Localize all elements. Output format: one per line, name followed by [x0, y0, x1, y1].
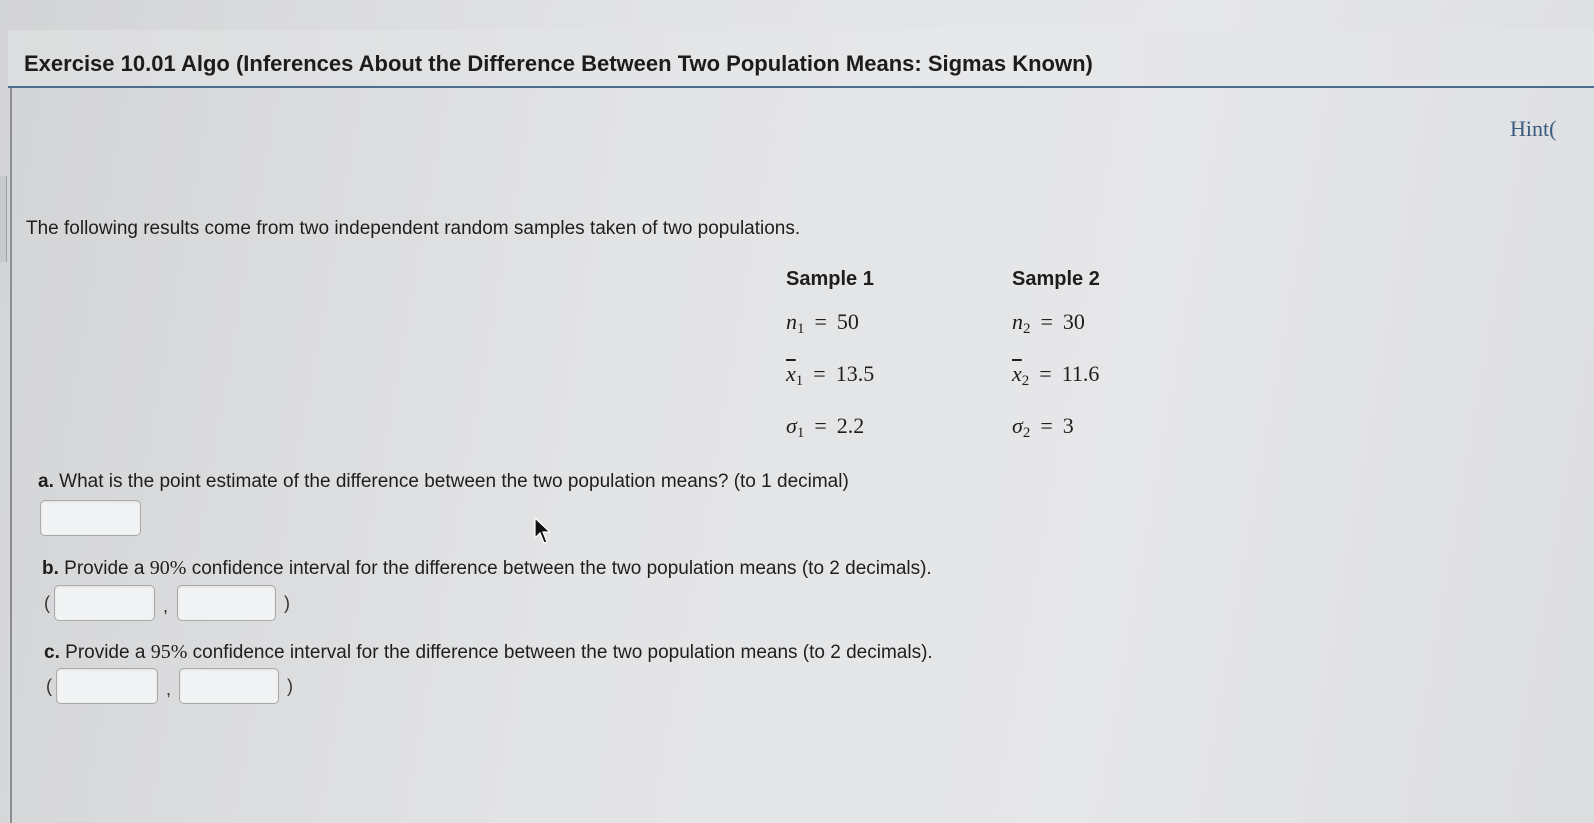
sample-1-sigma: $\sigma_1 = 2.2$ [786, 413, 865, 441]
sample-2-mean: $\overline{x}_2 = 11.6$ [1012, 361, 1100, 389]
interval-c-comma: , [166, 679, 172, 699]
sample-1-heading: Sample 1 [786, 268, 874, 290]
sample-1-column [786, 268, 986, 452]
sample-1-mean: $\overline{x}_1 = 13.5$ [786, 361, 875, 389]
sample-2-column [1012, 268, 1212, 452]
mouse-pointer-icon [533, 516, 553, 546]
question-c-prefix: Provide a [65, 642, 146, 663]
question-b [42, 557, 932, 580]
answer-b-lower-input[interactable] [54, 585, 155, 621]
question-b-letter: b. [42, 558, 59, 579]
interval-b-comma: , [163, 596, 169, 616]
question-a-text: What is the point estimate of the difference between the two population means? (to 1 decimal) [59, 471, 849, 492]
question-c-text: confidence interval for the difference between the two population means (to 2 decimals). [192, 642, 933, 663]
interval-c-close-paren: ) [287, 676, 293, 696]
answer-c-upper-input[interactable] [179, 668, 279, 704]
question-c-letter: c. [44, 642, 60, 663]
question-c [44, 641, 933, 664]
answer-c-lower-input[interactable] [56, 668, 158, 704]
question-c-percent: 95% [150, 641, 188, 663]
hint-link[interactable]: Hint( [1510, 116, 1557, 141]
left-panel-tab[interactable] [0, 176, 7, 262]
sample-table [786, 268, 1186, 458]
interval-b-close-paren: ) [284, 593, 290, 613]
question-a [38, 471, 849, 493]
exercise-title: Exercise 10.01 Algo (Inferences About the Difference Between Two Population Means: Sigmas Known) [24, 51, 1093, 76]
interval-c-open-paren: ( [46, 676, 52, 696]
interval-b-open-paren: ( [44, 593, 50, 613]
answer-b-upper-input[interactable] [177, 585, 276, 621]
sample-1-n: $n_1 = 50$ [786, 309, 859, 337]
problem-intro: The following results come from two independent random samples taken of two populations. [26, 218, 801, 239]
question-b-percent: 90% [149, 557, 187, 579]
question-b-prefix: Provide a [64, 558, 145, 579]
sample-2-n: $n_2 = 30$ [1012, 309, 1085, 337]
sample-2-heading: Sample 2 [1012, 268, 1100, 290]
sample-2-sigma: $\sigma_2 = 3$ [1012, 413, 1074, 441]
question-b-text: confidence interval for the difference between the two population means (to 2 decimals). [191, 558, 932, 579]
question-a-letter: a. [38, 471, 54, 492]
answer-a-input[interactable] [40, 500, 141, 536]
